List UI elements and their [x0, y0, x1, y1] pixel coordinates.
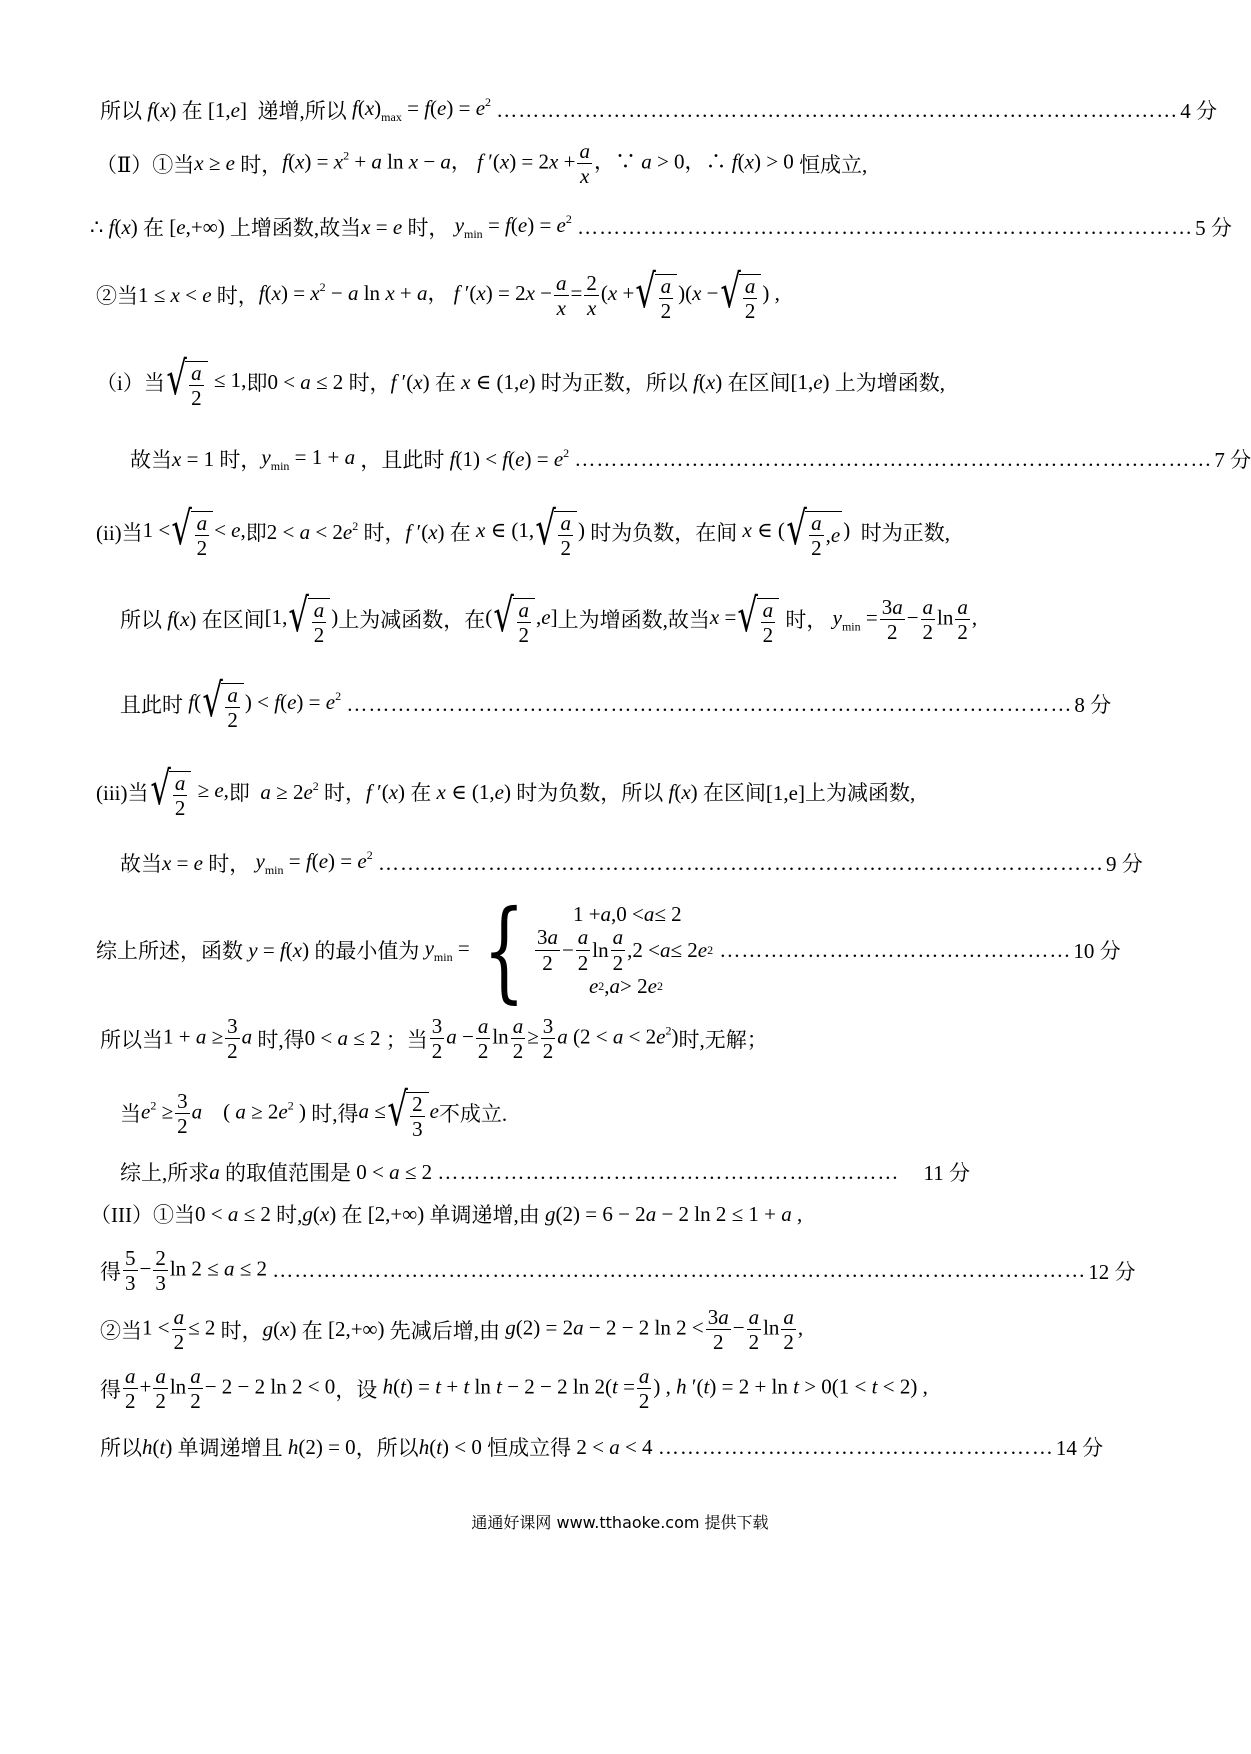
math: $y_{min} = f(e) = e^2$ [255, 848, 373, 877]
text: 单调递增且 [177, 1436, 283, 1460]
text: 上为减函数，在 [338, 608, 486, 633]
text: 得 [100, 1259, 121, 1284]
text: ，所以 [355, 1436, 419, 1460]
points-label: 10 分 [1073, 939, 1121, 963]
math: [1, √ $\frac{a}{2}$ ) [264, 588, 339, 648]
math: g(2) = 2a − 2 − 2 ln 2 < $\frac{3a}{2}$ − $\frac{a}{2}$ ln $\frac{a}{2}$ , [505, 1305, 804, 1355]
text: 在区间 [727, 371, 791, 396]
text: 上增函数,故当 [229, 216, 362, 240]
line-9 [120, 673, 1112, 733]
text: 时,得 [311, 1102, 359, 1127]
math: 0 < a ≤ 2 [194, 1201, 277, 1226]
line-15 [120, 1157, 970, 1187]
line-7 [96, 501, 950, 561]
text: 递增,所以 [257, 99, 347, 123]
text: 在 [341, 1203, 363, 1227]
math: √ $\frac{a}{2}$ ≥ e, [149, 761, 229, 821]
text: 在 [143, 216, 165, 240]
text: 单调递增,由 [429, 1203, 540, 1227]
text: ②当 [100, 1318, 142, 1343]
text: 在 [434, 371, 456, 396]
math: $f(1) < f(e) = e^2$ [449, 446, 570, 471]
text: （i）当 [96, 371, 165, 396]
text: 先减后增,由 [389, 1318, 501, 1343]
math: $e^2$ ≥ $\frac{3}{2}$ a ( $a \ge 2e^2$ ) [141, 1088, 312, 1138]
math: [1,e) [790, 369, 835, 394]
text: 故当 [120, 852, 162, 876]
math: [2,+∞) [362, 1201, 430, 1226]
text: 在 [301, 1318, 323, 1343]
text: 综上,所求 [120, 1161, 210, 1185]
text: 时， [785, 608, 828, 633]
text: 且此时 [120, 693, 183, 718]
text: 时， [216, 284, 259, 309]
text: ，设 [335, 1377, 378, 1402]
text: 在区间 [201, 608, 265, 633]
math: $\frac{a}{2}$ + $\frac{a}{2}$ ln $\frac{a}{2}$ − 2 − 2 ln 2 < 0 [125, 1364, 336, 1414]
text: （III）①当 [90, 1203, 195, 1227]
math: f(x) [693, 369, 728, 394]
points-label: 4 分 [1180, 99, 1218, 123]
line-18 [100, 1306, 803, 1353]
line-3 [90, 212, 1232, 242]
math: 0 < a ≤ 2 [304, 1026, 386, 1051]
text: 时， [220, 1318, 263, 1343]
math: $\frac{5}{3}$ − $\frac{2}{3}$ ln 2 ≤ a ≤ 2 [125, 1246, 273, 1296]
text: 时， [208, 852, 251, 876]
text: 所以 [120, 608, 162, 633]
math: g(2) = 6 − 2a − 2 ln 2 ≤ 1 + a , [545, 1201, 803, 1226]
leader-dots: ………………………………………… [713, 937, 1072, 962]
math: 0 < a ≤ 2 [267, 369, 349, 394]
math: $2 < a < 2e^2$ [266, 519, 359, 545]
text: 的最小值为 [314, 939, 420, 963]
text: 的取值范围是 [225, 1161, 351, 1185]
text: 时,得 [257, 1027, 305, 1052]
points-label: 7 分 [1214, 448, 1251, 472]
math: h(t) < 0 [418, 1434, 488, 1459]
text: 综上所述，函数 [96, 939, 243, 963]
math: f(x) [147, 97, 182, 122]
math: 1 < $\frac{a}{2}$ ≤ 2 [142, 1305, 221, 1355]
line-1 [100, 95, 1218, 125]
text: (iii)当 [96, 781, 149, 806]
text: 恒成立得 [487, 1436, 572, 1460]
text: 时为负数，所以 [516, 781, 664, 806]
text: 时为负数，在间 [590, 521, 738, 546]
math: y = f(x) [248, 937, 315, 962]
text: ，且此时 [360, 448, 445, 472]
math: [2,+∞) [322, 1317, 390, 1342]
math: g(x) [262, 1317, 302, 1342]
points-label: 8 分 [1074, 693, 1112, 718]
leader-dots: ………………………………………………………………………… [577, 214, 1194, 239]
math: h(t) [142, 1434, 178, 1459]
footer-text: 通通好课网 www.tthaoke.com 提供下载 [471, 1513, 769, 1532]
leader-dots: ……………………………………………… [657, 1434, 1054, 1459]
line-4 [96, 264, 780, 324]
math: h(2) = 0 [287, 1434, 356, 1459]
math: f ′(x) [405, 519, 450, 544]
math: $\frac{3}{2}$ a − $\frac{a}{2}$ ln $\frac{a}{2}$ ≥ $\frac{3}{2}$ a $(2 < a < 2e^2)$ [431, 1014, 679, 1064]
math: a ≤ √ $\frac{2}{3}$ e [358, 1082, 439, 1142]
line-5 [96, 351, 946, 411]
text: 时, [276, 1203, 303, 1227]
math: 1 + a ≥ $\frac{3}{2}$ a [163, 1014, 253, 1064]
math: $y_{min}$ = $\frac{3a}{2}$ − $\frac{a}{2}$ ln $\frac{a}{2}$ , [832, 594, 978, 644]
leader-dots: ……………………………………………………………………………………… [346, 691, 1073, 716]
text: ∴ [90, 214, 104, 239]
line-17 [100, 1246, 1136, 1296]
text: 在区间[1,e]上为减函数, [702, 781, 916, 806]
points-label: 12 分 [1088, 1259, 1136, 1284]
math: $y_{min}$ = [424, 935, 475, 964]
math: f(x) [108, 214, 144, 239]
text: (ii)当 [96, 521, 143, 546]
math: 0 < a ≤ 2 [351, 1159, 438, 1184]
text: 时为正数, [860, 521, 950, 546]
text: 在 [410, 781, 432, 806]
text: 时， [324, 781, 367, 806]
math: f(x) [167, 606, 202, 631]
text: 时， [219, 448, 262, 472]
math: [e,+∞) [164, 214, 230, 239]
points-label: 14 分 [1055, 1436, 1104, 1460]
math: $y_{min} = f(e) = e^2$ [454, 212, 572, 241]
math: x ∈ (1,e) [436, 779, 517, 804]
leader-dots: ……………………………………………………………………………………… [377, 850, 1104, 875]
text: 时， [348, 371, 391, 396]
leader-dots: …………………………………………………………………………… [574, 446, 1213, 471]
text: 所以当 [100, 1027, 163, 1052]
piecewise-brace: { 1 + a ,0 < a ≤ 2 $\frac{3a}{2}$ − $\frac{a}{2}$ ln $\frac{a}{2}$ ,2 < a ≤ 2 e 2 e 2 , a > 2 e 2 [482, 886, 714, 1014]
math: x ≥ e [194, 151, 235, 176]
text: 时为正数，所以 [540, 371, 688, 396]
math: $f(x)_{max} = f(e) = e^2$ [352, 95, 492, 124]
math: 2 < a < 4 [571, 1434, 658, 1459]
leader-dots: ………………………………………………………………………………………………… [272, 1258, 1087, 1283]
text: 时， [363, 521, 406, 546]
math: ( √ $\frac{a}{2}$ ,e] [485, 588, 558, 648]
text: 时， [240, 152, 283, 177]
math: x = 1 [172, 446, 220, 471]
math: 1 < √ $\frac{a}{2}$ < e, [142, 501, 246, 561]
text: 时， [407, 216, 450, 240]
math: x ∈ (1,e) [461, 369, 541, 394]
text: 不成立. [438, 1102, 508, 1127]
math: f ′(x) [390, 369, 435, 394]
text: 上为增函数,故当 [557, 608, 710, 633]
math: f( √ $\frac{a}{2}$ ) < $f(e) = e^2$ [188, 673, 342, 733]
text: 上为增函数, [834, 371, 946, 396]
math: f(x) [668, 779, 703, 804]
math: f ′(x) [366, 779, 411, 804]
line-2 [96, 140, 867, 187]
points-label: 9 分 [1105, 852, 1143, 876]
line-14 [120, 1082, 508, 1142]
line-11 [120, 848, 1143, 878]
points-label: 11 分 [923, 1161, 970, 1185]
text: 故当 [130, 448, 172, 472]
math: 1 ≤ x < e [138, 282, 212, 307]
math: a [209, 1159, 220, 1184]
math: x = √ $\frac{a}{2}$ [710, 592, 785, 646]
math: x = e [361, 214, 403, 239]
text: 所以 [100, 99, 142, 123]
text: 在 [181, 99, 203, 123]
line-10 [96, 761, 916, 821]
line-6 [130, 444, 1251, 474]
text: 当 [120, 1102, 141, 1127]
text: 得 [100, 1377, 121, 1402]
math: $f(x) = x^2 - a$ ln x + a， f ′(x) = 2x − $\frac{a}{x}$ = $\frac{2}{x}$ (x + √ $\frac{a}{2}$ )(x − √ $\frac{a}{2}$ ) , [258, 264, 780, 324]
text: （Ⅱ）①当 [96, 152, 195, 177]
math: x ∈ (1, √ $\frac{a}{2}$ ) [476, 501, 591, 561]
math: x ∈ ( √ $\frac{a}{2}$ , e ) [742, 501, 861, 561]
text: 所以 [100, 1436, 142, 1460]
line-16 [90, 1199, 802, 1229]
math: √ $\frac{a}{2}$ ≤ 1, [166, 351, 247, 411]
leader-dots: ………………………………………………………………………………… [496, 97, 1179, 122]
math: $y_{min} = 1 + a$ [261, 444, 356, 473]
text: 恒成立, [799, 152, 868, 177]
line-13 [100, 1015, 768, 1062]
leader-dots: ……………………………………………………… [437, 1159, 900, 1184]
line-19 [100, 1365, 928, 1412]
math: [1,e] [202, 97, 258, 122]
text: ；当 [385, 1027, 428, 1052]
text: 即 [228, 781, 250, 806]
points-label: 5 分 [1195, 216, 1232, 240]
math: h(t) = t + t ln t − 2 − 2 ln 2(t = $\frac{a}{2}$ ) , h ′(t) = 2 + ln t > 0(1 < t < 2) , [382, 1364, 928, 1414]
text: ②当 [96, 284, 138, 309]
math: g(x) [302, 1201, 342, 1226]
text: 即 [246, 371, 268, 396]
math: x = e [162, 850, 203, 875]
text: 在 [449, 521, 471, 546]
math: $f(x) = x^2 + a$ ln x − a， f ′(x) = 2x + $\frac{a}{x}$ ，∵ a > 0，∴ f(x) > 0 [282, 139, 800, 189]
line-12 [96, 886, 1121, 1014]
text: 即 [245, 521, 267, 546]
text: 时,无解； [678, 1027, 768, 1052]
line-8 [120, 588, 978, 648]
line-20 [100, 1432, 1104, 1462]
math: $a \ge 2e^2$ [260, 779, 319, 805]
